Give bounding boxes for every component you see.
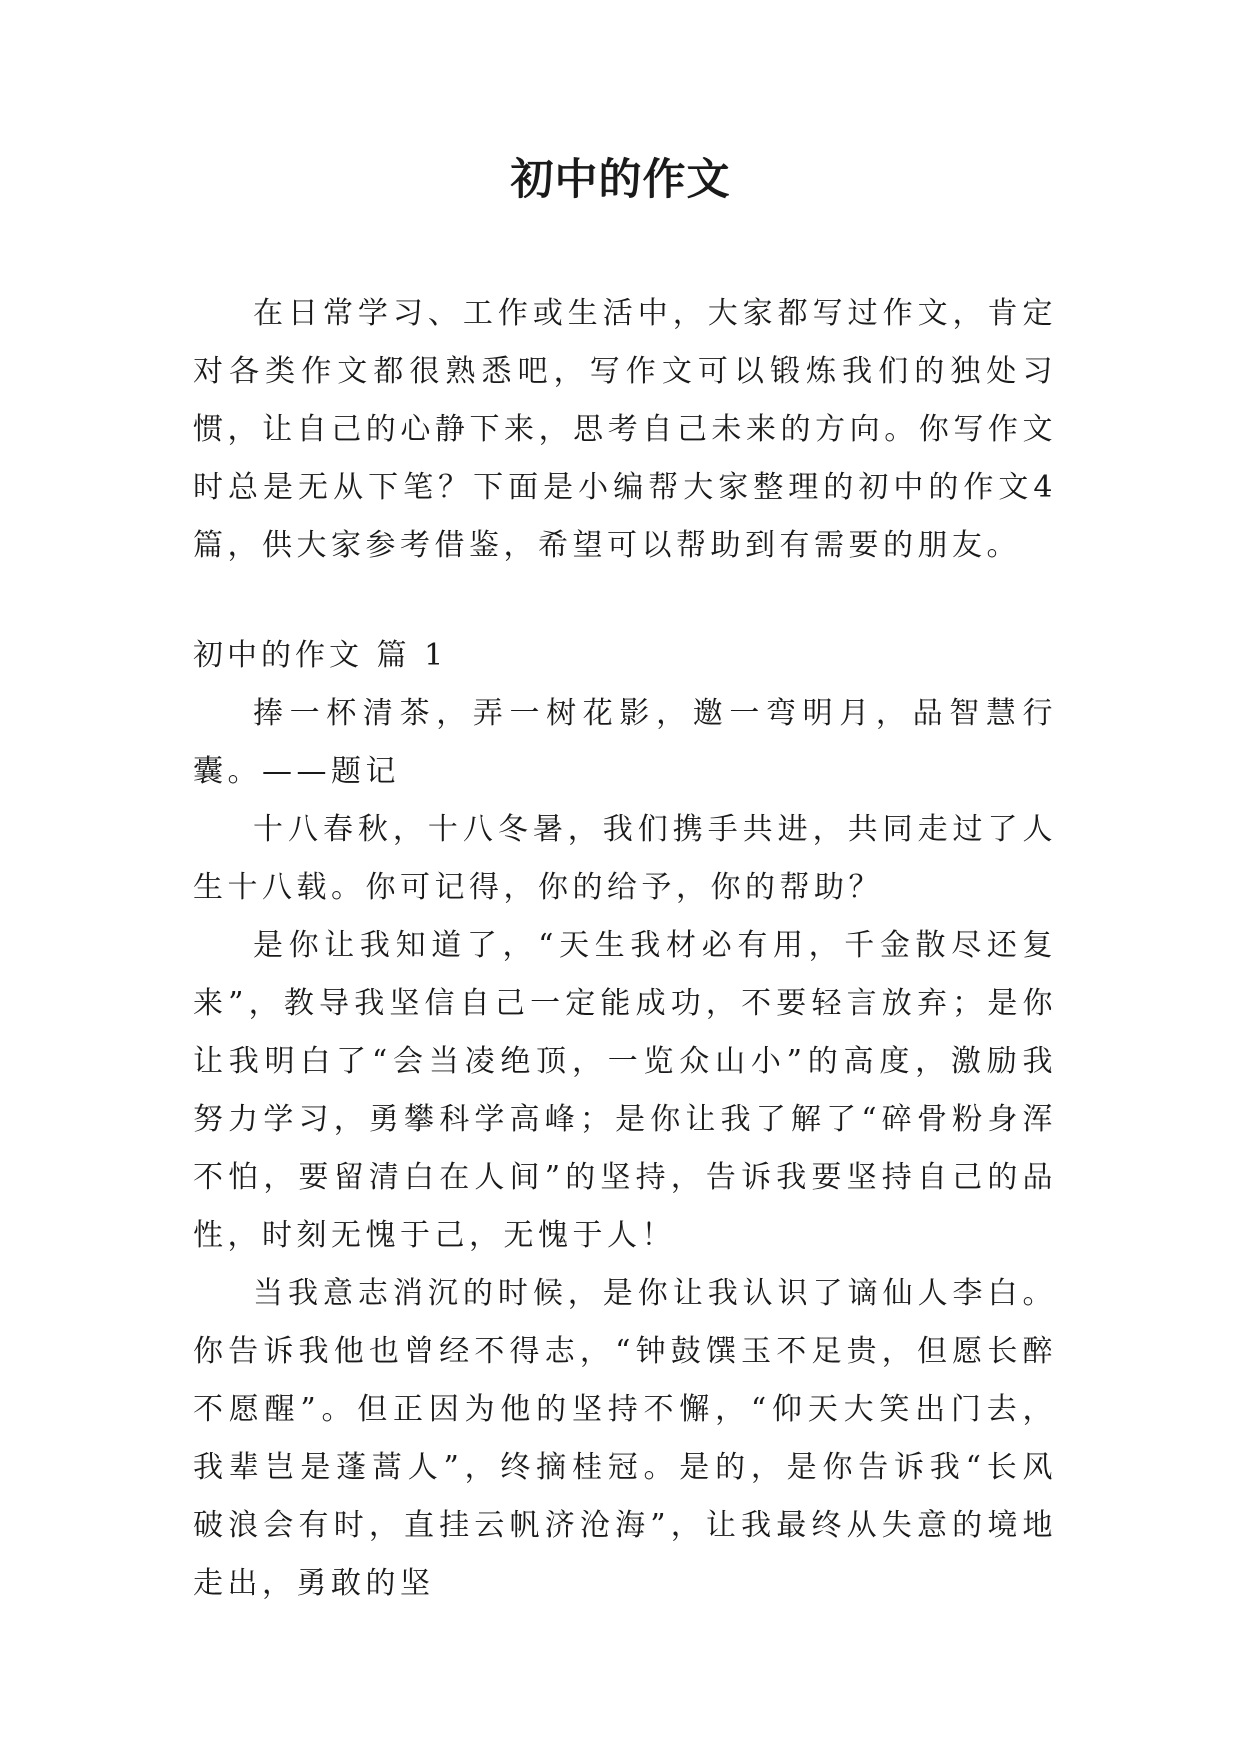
document-body [193, 285, 1057, 1613]
section-heading: 初中的作文 篇 1 [193, 638, 448, 673]
paragraph-four: 当我意志消沉的时候，是你让我认识了谪仙人李白。你告诉我他也曾经不得志，“钟鼓馔玉不足贵，但愿长醉不愿醒”。但正因为他的坚持不懈，“仰天大笑出门去，我辈岂是蓬蒿人”，终摘桂冠。是的，是你告诉我“长风破浪会有时，直挂云帆济沧海”，让我最终从失意的境地走出，勇敢的坚 [193, 1276, 1057, 1601]
intro-paragraph: 在日常学习、工作或生活中，大家都写过作文，肯定对各类作文都很熟悉吧，写作文可以锻炼我们的独处习惯，让自己的心静下来，思考自己未来的方向。你写作文时总是无从下笔？下面是小编帮大家整理的初中的作文4篇，供大家参考借鉴，希望可以帮助到有需要的朋友。 [193, 296, 1057, 563]
paragraph-epigraph: 捧一杯清茶，弄一树花影，邀一弯明月，品智慧行囊。——题记 [193, 696, 1057, 789]
paragraph-three: 是你让我知道了，“天生我材必有用，千金散尽还复来”，教导我坚信自己一定能成功，不要轻言放弃；是你让我明白了“会当凌绝顶，一览众山小”的高度，激励我努力学习，勇攀科学高峰；是你让我了解了“碎骨粉身浑不怕，要留清白在人间”的坚持，告诉我要坚持自己的品性，时刻无愧于己，无愧于人！ [193, 928, 1057, 1253]
paragraph-two: 十八春秋，十八冬暑，我们携手共进，共同走过了人生十八载。你可记得，你的给予，你的帮助？ [193, 812, 1057, 905]
document-title: 初中的作文 [510, 155, 731, 205]
